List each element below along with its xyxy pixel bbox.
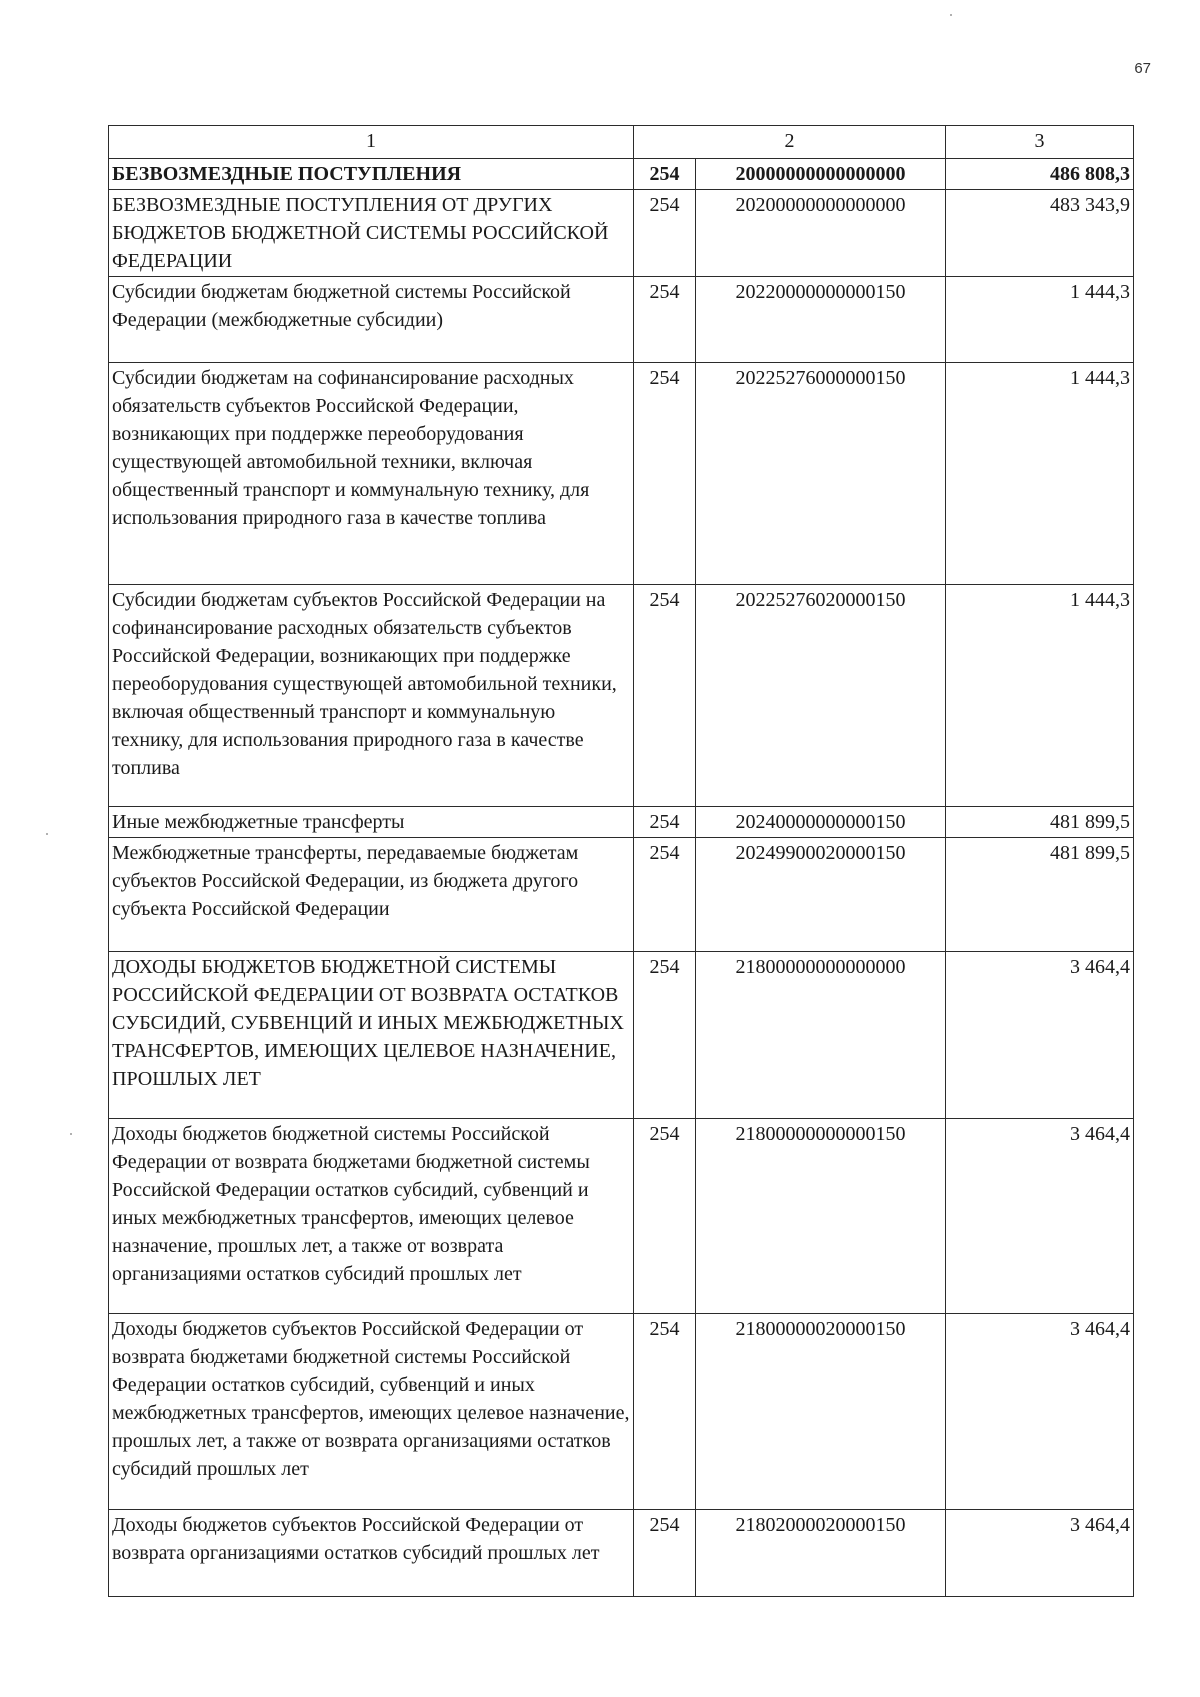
table-row <box>109 838 1134 952</box>
row-admin-code: 254 <box>634 838 696 952</box>
table-row <box>109 159 1134 190</box>
table-row <box>109 1510 1134 1597</box>
row-name: Субсидии бюджетам бюджетной системы Российской Федерации (межбюджетные субсидии) <box>109 277 634 363</box>
row-budget-code: 21800000020000150 <box>696 1314 946 1510</box>
row-admin-code: 254 <box>634 1314 696 1510</box>
row-budget-code: 21802000020000150 <box>696 1510 946 1597</box>
row-budget-code: 20200000000000000 <box>696 190 946 277</box>
row-admin-code: 254 <box>634 363 696 585</box>
header-row <box>109 126 1134 159</box>
row-name: Доходы бюджетов бюджетной системы Российской Федерации от возврата бюджетами бюджетной системы Российской Федерации остатков субсидий, субвенций и иных межбюджетных трансфертов, имеющих целевое назначение, прошлых лет, а также от возврата организациями остатков субсидий прошлых лет <box>109 1119 634 1314</box>
row-name: ДОХОДЫ БЮДЖЕТОВ БЮДЖЕТНОЙ СИСТЕМЫ РОССИЙСКОЙ ФЕДЕРАЦИИ ОТ ВОЗВРАТА ОСТАТКОВ СУБСИДИЙ, СУБВЕНЦИЙ И ИНЫХ МЕЖБЮДЖЕТНЫХ ТРАНСФЕРТОВ, ИМЕЮЩИХ ЦЕЛЕВОЕ НАЗНАЧЕНИЕ, ПРОШЛЫХ ЛЕТ <box>109 952 634 1119</box>
row-budget-code: 20225276020000150 <box>696 585 946 807</box>
row-budget-code: 20220000000000150 <box>696 277 946 363</box>
row-amount: 1 444,3 <box>946 363 1134 585</box>
row-name: Субсидии бюджетам на софинансирование расходных обязательств субъектов Российской Федерации, возникающих при поддержке переоборудования существующей автомобильной техники, включая общественный транспорт и коммунальную технику, для использования природного газа в качестве топлива <box>109 363 634 585</box>
row-amount: 3 464,4 <box>946 1510 1134 1597</box>
row-name: БЕЗВОЗМЕЗДНЫЕ ПОСТУПЛЕНИЯ <box>109 159 634 190</box>
row-amount: 1 444,3 <box>946 585 1134 807</box>
row-admin-code: 254 <box>634 807 696 838</box>
row-admin-code: 254 <box>634 159 696 190</box>
table-row <box>109 807 1134 838</box>
row-amount: 3 464,4 <box>946 1119 1134 1314</box>
row-budget-code: 20225276000000150 <box>696 363 946 585</box>
row-amount: 1 444,3 <box>946 277 1134 363</box>
row-admin-code: 254 <box>634 190 696 277</box>
row-name: Доходы бюджетов субъектов Российской Федерации от возврата организациями остатков субсидий прошлых лет <box>109 1510 634 1597</box>
row-name: БЕЗВОЗМЕЗДНЫЕ ПОСТУПЛЕНИЯ ОТ ДРУГИХ БЮДЖЕТОВ БЮДЖЕТНОЙ СИСТЕМЫ РОССИЙСКОЙ ФЕДЕРАЦИИ <box>109 190 634 277</box>
row-name: Иные межбюджетные трансферты <box>109 807 634 838</box>
row-budget-code: 20000000000000000 <box>696 159 946 190</box>
row-amount: 3 464,4 <box>946 952 1134 1119</box>
header-col-3: 3 <box>946 126 1134 159</box>
row-budget-code: 20249900020000150 <box>696 838 946 952</box>
row-name: Доходы бюджетов субъектов Российской Федерации от возврата бюджетами бюджетной системы Российской Федерации остатков субсидий, субвенций и иных межбюджетных трансфертов, имеющих целевое назначение, прошлых лет, а также от возврата организациями остатков субсидий прошлых лет <box>109 1314 634 1510</box>
row-amount: 486 808,3 <box>946 159 1134 190</box>
table-row <box>109 277 1134 363</box>
row-amount: 481 899,5 <box>946 838 1134 952</box>
page-number: 67 <box>1134 60 1151 77</box>
row-name: Субсидии бюджетам субъектов Российской Федерации на софинансирование расходных обязательств субъектов Российской Федерации, возникающих при поддержке переоборудования существующей автомобильной техники, включая общественный транспорт и коммунальную технику, для использования природного газа в качестве топлива <box>109 585 634 807</box>
table-row <box>109 1314 1134 1510</box>
row-name: Межбюджетные трансферты, передаваемые бюджетам субъектов Российской Федерации, из бюджета другого субъекта Российской Федерации <box>109 838 634 952</box>
table-row <box>109 190 1134 277</box>
row-admin-code: 254 <box>634 277 696 363</box>
row-admin-code: 254 <box>634 585 696 807</box>
row-admin-code: 254 <box>634 1510 696 1597</box>
table-row <box>109 363 1134 585</box>
row-budget-code: 21800000000000000 <box>696 952 946 1119</box>
budget-table <box>108 125 1134 1597</box>
scan-speck <box>70 1133 72 1135</box>
header-col-2: 2 <box>634 126 946 159</box>
row-amount: 483 343,9 <box>946 190 1134 277</box>
scan-speck <box>46 833 48 835</box>
row-admin-code: 254 <box>634 1119 696 1314</box>
row-admin-code: 254 <box>634 952 696 1119</box>
header-col-1: 1 <box>109 126 634 159</box>
row-budget-code: 21800000000000150 <box>696 1119 946 1314</box>
table-row <box>109 585 1134 807</box>
row-amount: 481 899,5 <box>946 807 1134 838</box>
table-row <box>109 1119 1134 1314</box>
scan-speck <box>950 14 952 16</box>
table-row <box>109 952 1134 1119</box>
row-budget-code: 20240000000000150 <box>696 807 946 838</box>
row-amount: 3 464,4 <box>946 1314 1134 1510</box>
